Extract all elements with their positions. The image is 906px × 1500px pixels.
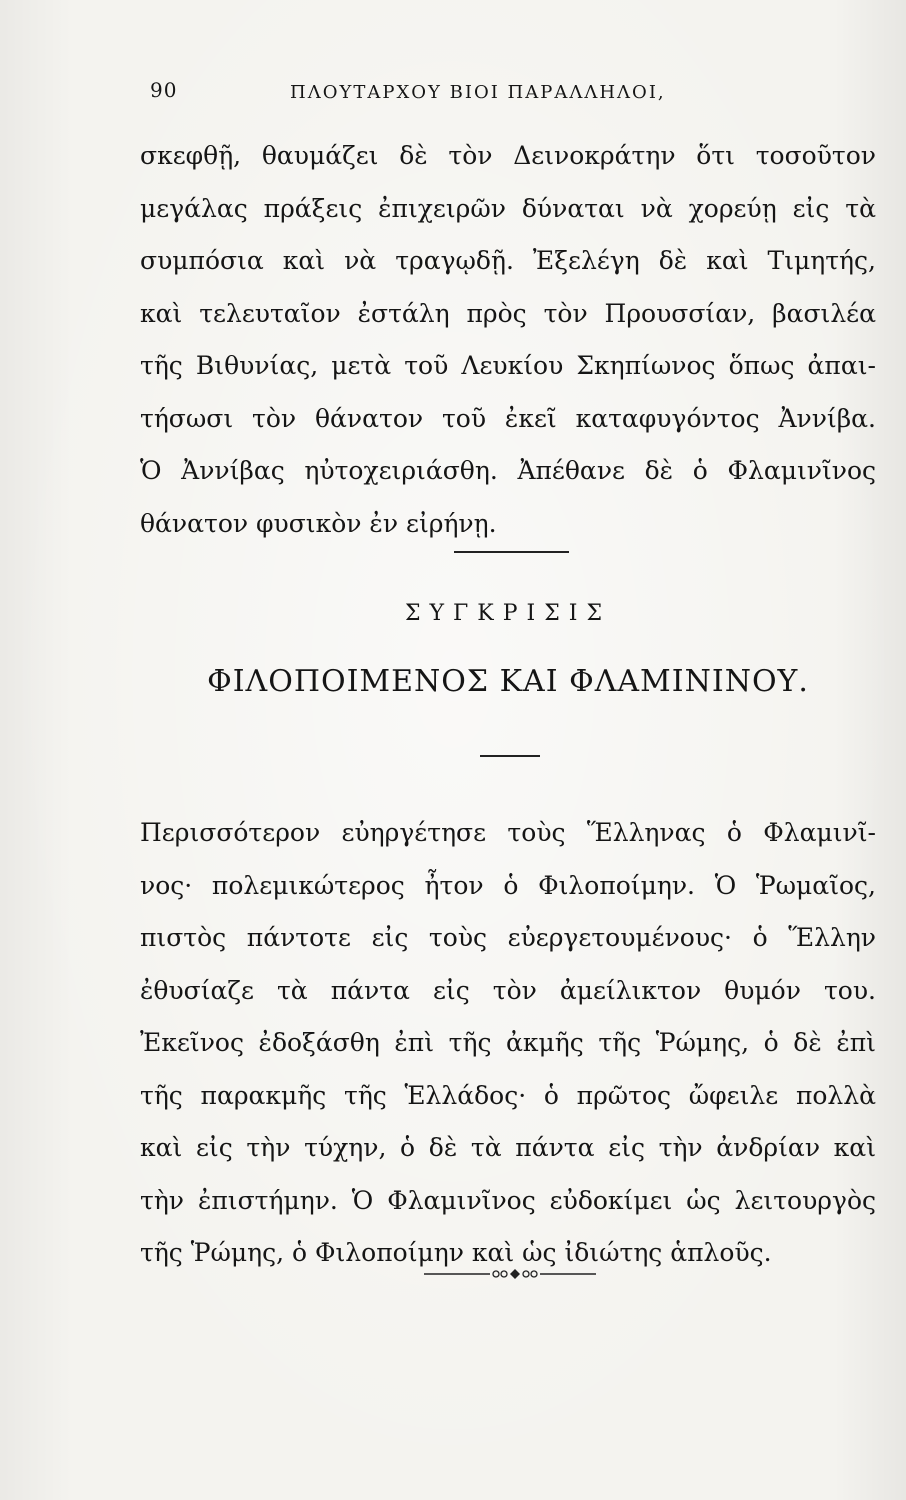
- paragraph-first: [140, 130, 876, 550]
- text-line: τὴν ἐπιστήμην. Ὁ Φλαμινῖνος εὐδοκίμει ὡς λειτουργὸς: [140, 1185, 876, 1215]
- text-line: τῆς παρακμῆς τῆς Ἑλλάδος· ὁ πρῶτος ὤφειλε πολλὰ: [140, 1080, 876, 1110]
- text-line: Ἐκεῖνος ἐδοξάσθη ἐπὶ τῆς ἀκμῆς τῆς Ῥώμης, ὁ δὲ ἐπὶ: [140, 1028, 876, 1057]
- section-title: ΦΙΛΟΠΟΙΜΕΝΟΣ ΚΑΙ ΦΛΑΜΙΝΙΝΟΥ.: [207, 664, 809, 699]
- text-line: Ὁ Ἀννίβας ηὐτοχειριάσθη. Ἀπέθανε δὲ ὁ Φλαμινῖνος: [140, 456, 876, 485]
- text-line: πιστὸς πάντοτε εἰς τοὺς εὐεργετουμένους· ὁ Ἕλλην: [140, 923, 876, 952]
- section-label: ΣΥΓΚΡΙΣΙΣ: [404, 601, 612, 626]
- text-line: τήσωσι τὸν θάνατον τοῦ ἐκεῖ καταφυγόντος Ἀννίβα.: [140, 403, 876, 433]
- text-line: νος· πολεμικώτερος ἦτον ὁ Φιλοποίμην. Ὁ Ῥωμαῖος,: [140, 870, 876, 900]
- text-line: καὶ τελευταῖον ἐστάλη πρὸς τὸν Προυσσίαν, βασιλέα: [140, 298, 876, 328]
- page-header: [150, 78, 790, 114]
- text-line: τῆς Βιθυνίας, μετὰ τοῦ Λευκίου Σκηπίωνος ὅπως ἀπαι-: [140, 351, 876, 380]
- section-divider: [454, 551, 569, 553]
- text-line: συμπόσια καὶ νὰ τραγῳδῇ. Ἐξελέγη δὲ καὶ Τιμητής,: [140, 246, 876, 275]
- text-line: μεγάλας πράξεις ἐπιχειρῶν δύναται νὰ χορεύῃ εἰς τὰ: [140, 193, 876, 223]
- running-head: ΠΛΟΥΤΑΡΧΟΥ ΒΙΟΙ ΠΑΡΑΛΛΗΛΟΙ,: [290, 82, 666, 103]
- text-line: ἐθυσίαζε τὰ πάντα εἰς τὸν ἀμείλικτον θυμόν του.: [140, 975, 876, 1005]
- title-divider: [480, 755, 540, 757]
- text-line: θάνατον φυσικὸν ἐν εἰρήνῃ.: [140, 508, 497, 538]
- text-line: καὶ εἰς τὴν τύχην, ὁ δὲ τὰ πάντα εἰς τὴν ἀνδρίαν καὶ: [140, 1133, 876, 1162]
- end-ornament: [420, 1264, 600, 1284]
- page-number: 90: [150, 78, 178, 102]
- text-line: σκεφθῇ, θαυμάζει δὲ τὸν Δεινοκράτην ὅτι τοσοῦτον: [140, 141, 876, 170]
- text-line: Περισσότερον εὐηργέτησε τοὺς Ἕλληνας ὁ Φλαμινῖ-: [140, 818, 876, 847]
- text-line: τῆς Ῥώμης, ὁ Φιλοποίμην καὶ ὡς ἰδιώτης ἁπλοῦς.: [140, 1238, 772, 1267]
- paragraph-comparison: [140, 807, 876, 1280]
